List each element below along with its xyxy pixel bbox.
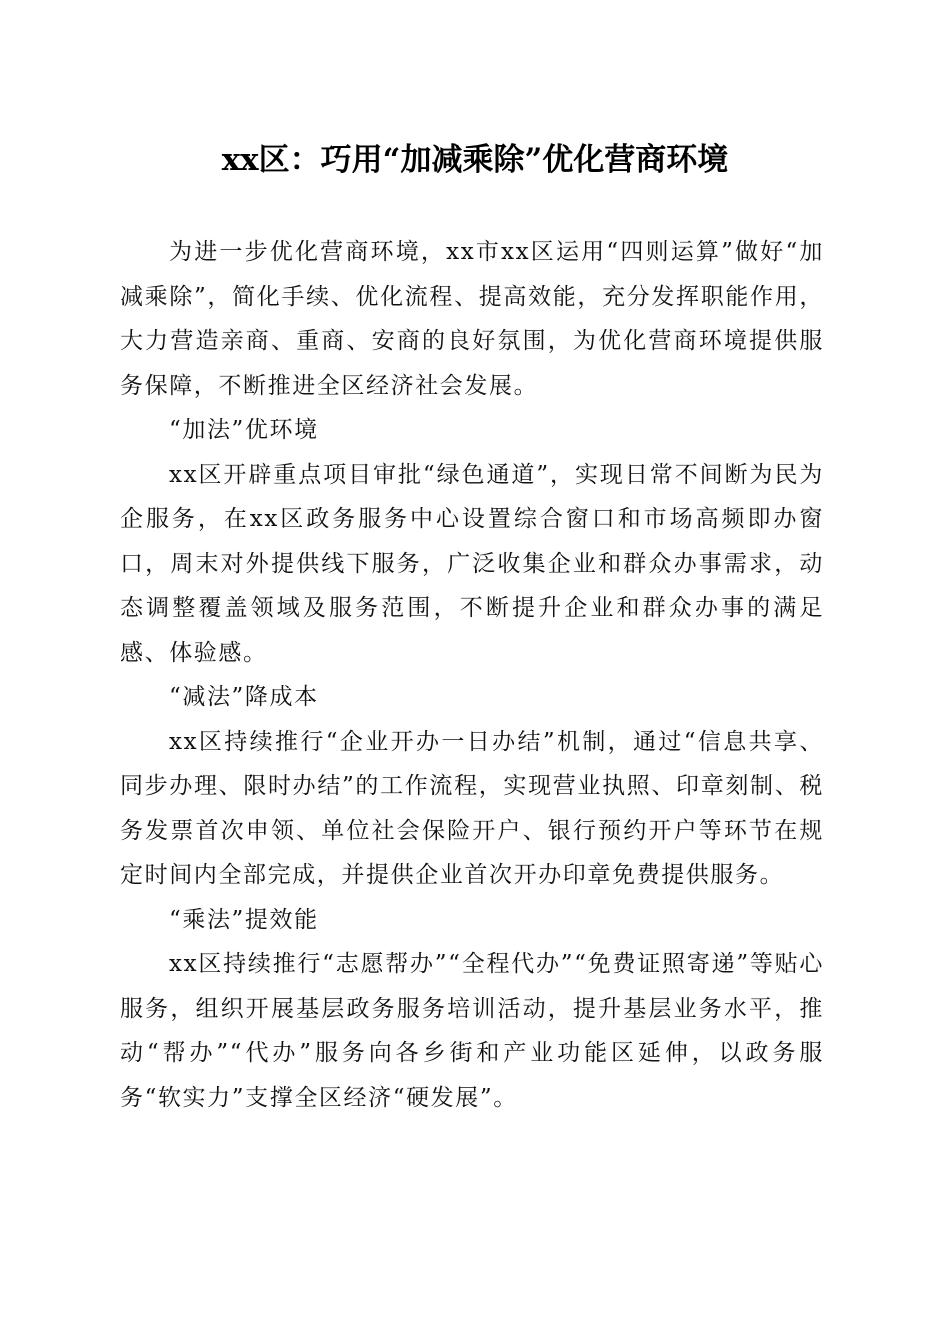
section-body-addition: xx区开辟重点项目审批“绿色通道”，实现日常不间断为民为企服务，在xx区政务服务中心设置综合窗口和市场高频即办窗口，周末对外提供线下服务，广泛收集企业和群众办事需求，动态调整覆盖领域及服务范围，不断提升企业和群众办事的满足感、体验感。 [120,461,824,666]
section-heading-multiplication: “乘法”提效能 [169,906,319,933]
section-heading-addition: “加法”优环境 [169,417,319,443]
document-body [120,230,824,1120]
intro-paragraph: 为进一步优化营商环境，xx市xx区运用“四则运算”做好“加减乘除”，简化手续、优化流程、提高效能，充分发挥职能作用，大力营造亲商、重商、安商的良好氛围，为优化营商环境提供服务保障，不断推进全区经济社会发展。 [120,239,824,399]
document-title: xx区：巧用“加减乘除”优化营商环境 [221,142,729,178]
section-body-subtraction: xx区持续推行“企业开办一日办结”机制，通过“信息共享、同步办理、限时办结”的工作流程，实现营业执照、印章刻制、税务发票首次申领、单位社会保险开户、银行预约开户等环节在规定时间内全部完成，并提供企业首次开办印章免费提供服务。 [120,728,824,888]
section-body-multiplication: xx区持续推行“志愿帮办”“全程代办”“免费证照寄递”等贴心服务，组织开展基层政务服务培训活动，提升基层业务水平，推动“帮办”“代办”服务向各乡街和产业功能区延伸，以政务服务“软实力”支撑全区经济“硬发展”。 [120,951,824,1111]
section-heading-subtraction: “减法”降成本 [169,684,319,710]
